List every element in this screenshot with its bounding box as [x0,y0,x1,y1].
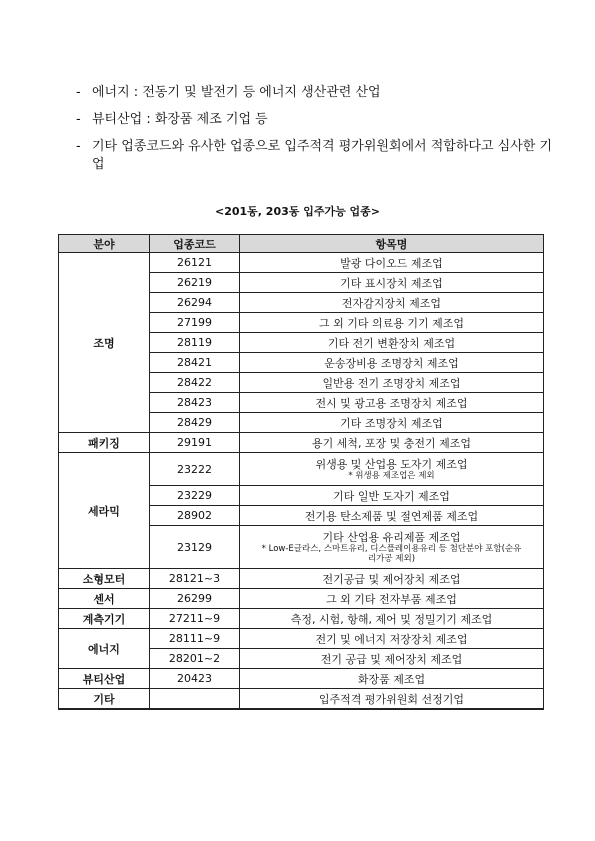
code-cell: 27199 [150,313,240,333]
item-cell: 운송장비용 조명장치 제조업 [240,353,544,373]
code-cell: 26294 [150,293,240,313]
bullet-list [76,84,556,183]
item-note: * 위생용 제조업은 제외 [348,470,435,481]
bullet-text: 에너지 : 전동기 및 발전기 등 에너지 생산관련 산업 [92,85,381,100]
table-row [59,629,544,649]
category-cell: 뷰티산업 [59,669,150,689]
item-cell: 기타 표시장치 제조업 [240,273,544,293]
code-cell: 23229 [150,486,240,506]
item-cell: 전기공급 및 제어장치 제조업 [240,569,544,589]
table-caption: <201동, 203동 입주가능 업종> [214,205,381,218]
category-cell: 세라믹 [59,453,150,569]
item-cell: 기타 일반 도자기 제조업 [240,486,544,506]
bullet-dash: - [76,85,81,100]
code-cell: 27211~9 [150,609,240,629]
category-cell: 기타 [59,689,150,710]
item-cell: 그 외 기타 전자부품 제조업 [240,589,544,609]
item-name: 위생용 및 산업용 도자기 제조업 [315,457,468,471]
table-row [59,609,544,629]
item-cell: 화장품 제조업 [240,669,544,689]
item-cell: 입주적격 평가위원회 선정기업 [240,689,544,710]
category-cell: 계측기기 [59,609,150,629]
code-cell: 28902 [150,506,240,526]
item-name: 기타 산업용 유리제품 제조업 [322,530,461,544]
code-cell: 26299 [150,589,240,609]
table-row [59,453,544,486]
code-cell: 20423 [150,669,240,689]
code-cell: 23129 [150,526,240,569]
item-cell: 측정, 시험, 항해, 제어 및 정밀기기 제조업 [240,609,544,629]
code-cell: 28111~9 [150,629,240,649]
header-item: 항목명 [240,235,544,253]
code-cell: 28421 [150,353,240,373]
item-cell [240,453,544,486]
bullet-dash: - [76,112,81,127]
bullet-item [76,111,556,129]
item-cell: 전기 공급 및 제어장치 제조업 [240,649,544,669]
industry-table [58,234,544,710]
item-note: * Low-E글라스, 스마트유리, 디스플레이용유리 등 첨단분야 포함(순유리가공 제외) [261,543,522,564]
item-cell [240,526,544,569]
item-cell: 일반용 전기 조명장치 제조업 [240,373,544,393]
code-cell: 28422 [150,373,240,393]
code-cell: 28201~2 [150,649,240,669]
category-cell: 에너지 [59,629,150,669]
item-cell: 발광 다이오드 제조업 [240,253,544,273]
item-cell: 전자감지장치 제조업 [240,293,544,313]
code-cell: 26121 [150,253,240,273]
code-cell: 26219 [150,273,240,293]
code-cell: 28121~3 [150,569,240,589]
item-cell: 전기 및 에너지 저장장치 제조업 [240,629,544,649]
table-row [59,589,544,609]
code-cell: 28429 [150,413,240,433]
code-cell: 23222 [150,453,240,486]
table-row [59,433,544,453]
code-cell: 28119 [150,333,240,353]
bullet-dash: - [76,139,81,154]
table-row [59,253,544,273]
code-cell: 29191 [150,433,240,453]
bullet-item [76,138,556,174]
table-row [59,689,544,710]
table-row [59,669,544,689]
item-cell: 그 외 기타 의료용 기기 제조업 [240,313,544,333]
bullet-item [76,84,556,102]
table-header-row [59,235,544,253]
item-cell: 용기 세척, 포장 및 충전기 제조업 [240,433,544,453]
category-cell: 소형모터 [59,569,150,589]
header-field: 분야 [59,235,150,253]
item-cell: 기타 조명장치 제조업 [240,413,544,433]
code-cell [150,689,240,710]
item-cell: 기타 전기 변환장치 제조업 [240,333,544,353]
code-cell: 28423 [150,393,240,413]
item-cell: 전시 및 광고용 조명장치 제조업 [240,393,544,413]
category-cell: 조명 [59,253,150,433]
bullet-text: 기타 업종코드와 유사한 업종으로 입주적격 평가위원회에서 적합하다고 심사한 기업 [92,139,553,172]
table-row [59,569,544,589]
header-code: 업종코드 [150,235,240,253]
item-cell: 전기용 탄소제품 및 절연제품 제조업 [240,506,544,526]
category-cell: 센서 [59,589,150,609]
bullet-text: 뷰티산업 : 화장품 제조 기업 등 [92,112,268,127]
category-cell: 패키징 [59,433,150,453]
